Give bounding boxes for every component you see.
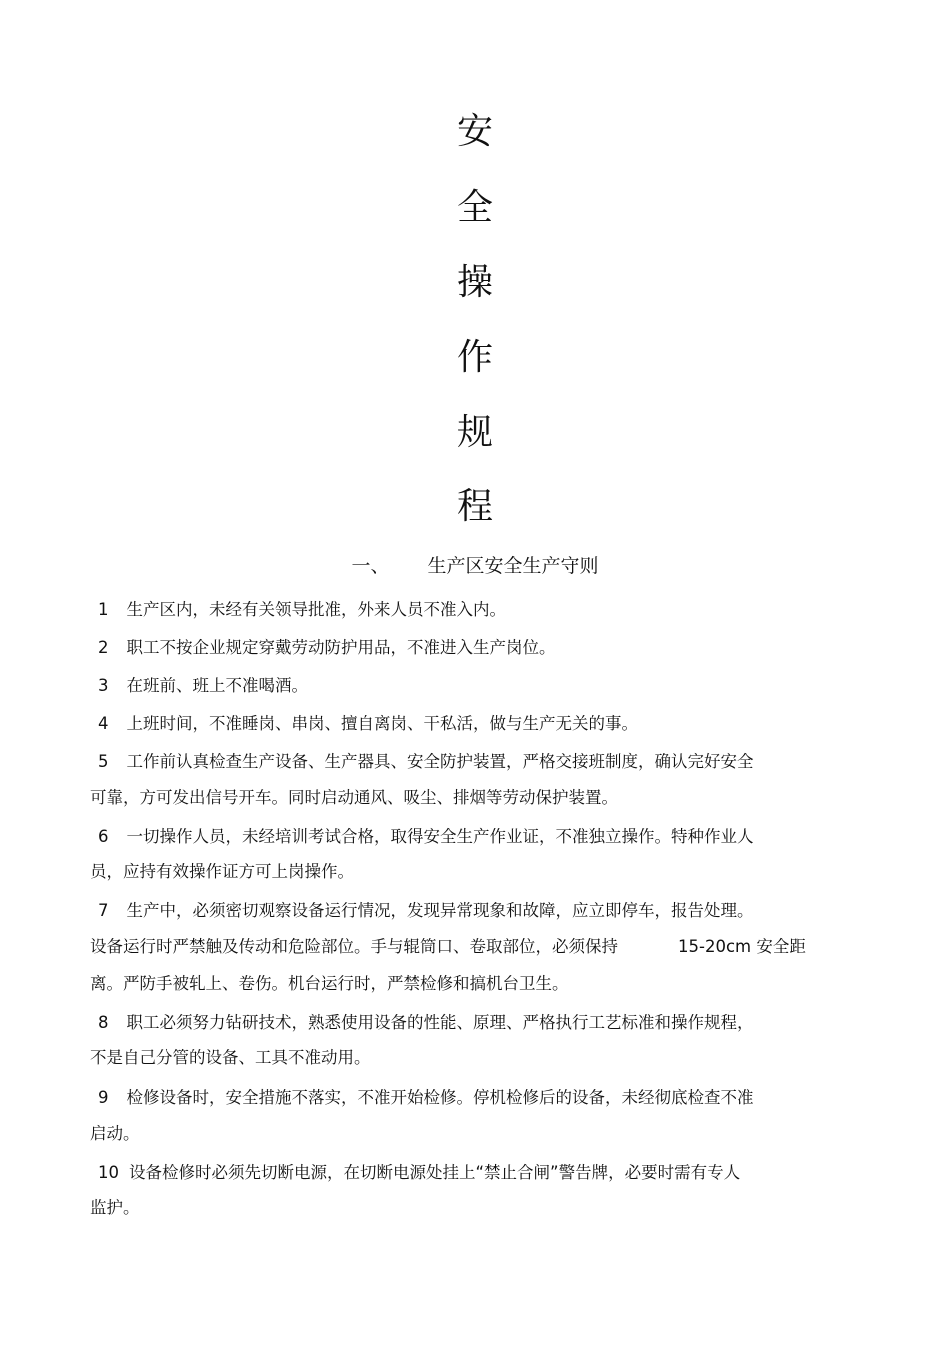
- rule-number: 7: [98, 901, 109, 920]
- rule-number: 10: [98, 1163, 119, 1182]
- rule-continuation: 离。严防手被轧上、卷伤。机台运行时，严禁检修和搞机台卫生。: [90, 974, 569, 993]
- rule-text: 生产中，必须密切观察设备运行情况，发现异常现象和故障，应立即停车，报告处理。: [126, 901, 754, 920]
- rule-text: 在班前、班上不准喝酒。: [126, 676, 308, 695]
- rule-item: [98, 825, 754, 849]
- title-char: 安: [456, 111, 493, 152]
- rule-item: [98, 1161, 740, 1185]
- rule-item: [98, 899, 754, 923]
- rule-item: [98, 712, 638, 736]
- rule-continuation: 启动。: [90, 1124, 140, 1143]
- rule-item: [98, 750, 754, 774]
- rule-number: 9: [98, 1088, 109, 1107]
- rule-continuation: 监护。: [90, 1198, 140, 1217]
- title-char: 作: [456, 337, 493, 378]
- section-title: 生产区安全生产守则: [427, 555, 599, 577]
- title-char: 程: [456, 486, 493, 527]
- rule-text-distance: 15-20cm 安全距: [678, 937, 806, 956]
- rule-continuation: 可靠，方可发出信号开车。同时启动通风、吸尘、排烟等劳动保护装置。: [90, 788, 618, 807]
- rule-number: 4: [98, 714, 109, 733]
- rule-continuation: 员，应持有效操作证方可上岗操作。: [90, 862, 354, 881]
- rule-text: 职工不按企业规定穿戴劳动防护用品，不准进入生产岗位。: [126, 638, 556, 657]
- rule-text: 生产区内，未经有关领导批准，外来人员不准入内。: [126, 600, 506, 619]
- rule-text: 检修设备时，安全措施不落实，不准开始检修。停机检修后的设备，未经彻底检查不准: [126, 1088, 754, 1107]
- rule-item: [98, 1086, 754, 1110]
- rule-item: [98, 674, 308, 698]
- rule-item: [98, 636, 556, 660]
- rule-continuation: 不是自己分管的设备、工具不准动用。: [90, 1048, 371, 1067]
- rule-number: 3: [98, 676, 109, 695]
- rule-continuation: [90, 935, 806, 959]
- title-char: 全: [456, 187, 493, 228]
- rule-item: [98, 598, 506, 622]
- title-char: 操: [456, 262, 493, 303]
- rule-text: 职工必须努力钻研技术，熟悉使用设备的性能、原理、严格执行工艺标准和操作规程，: [126, 1013, 754, 1032]
- rule-number: 5: [98, 752, 109, 771]
- rule-text: 一切操作人员，未经培训考试合格，取得安全生产作业证，不准独立操作。特种作业人: [126, 827, 754, 846]
- rule-text: 设备检修时必须先切断电源，在切断电源处挂上“禁止合闸”警告牌，必要时需有专人: [129, 1163, 741, 1182]
- rule-number: 8: [98, 1013, 109, 1032]
- rule-text: 上班时间，不准睡岗、串岗、擅自离岗、干私活，做与生产无关的事。: [126, 714, 638, 733]
- rule-number: 6: [98, 827, 109, 846]
- rule-text: 工作前认真检查生产设备、生产器具、安全防护装置，严格交接班制度，确认完好安全: [126, 752, 754, 771]
- rule-number: 1: [98, 600, 109, 619]
- rule-item: [98, 1011, 754, 1035]
- title-char: 规: [456, 412, 493, 453]
- rule-text: 设备运行时严禁触及传动和危险部位。手与辊筒口、卷取部位，必须保持: [90, 937, 618, 956]
- section-heading: [0, 552, 950, 580]
- section-number: 一、: [351, 555, 390, 577]
- rule-number: 2: [98, 638, 109, 657]
